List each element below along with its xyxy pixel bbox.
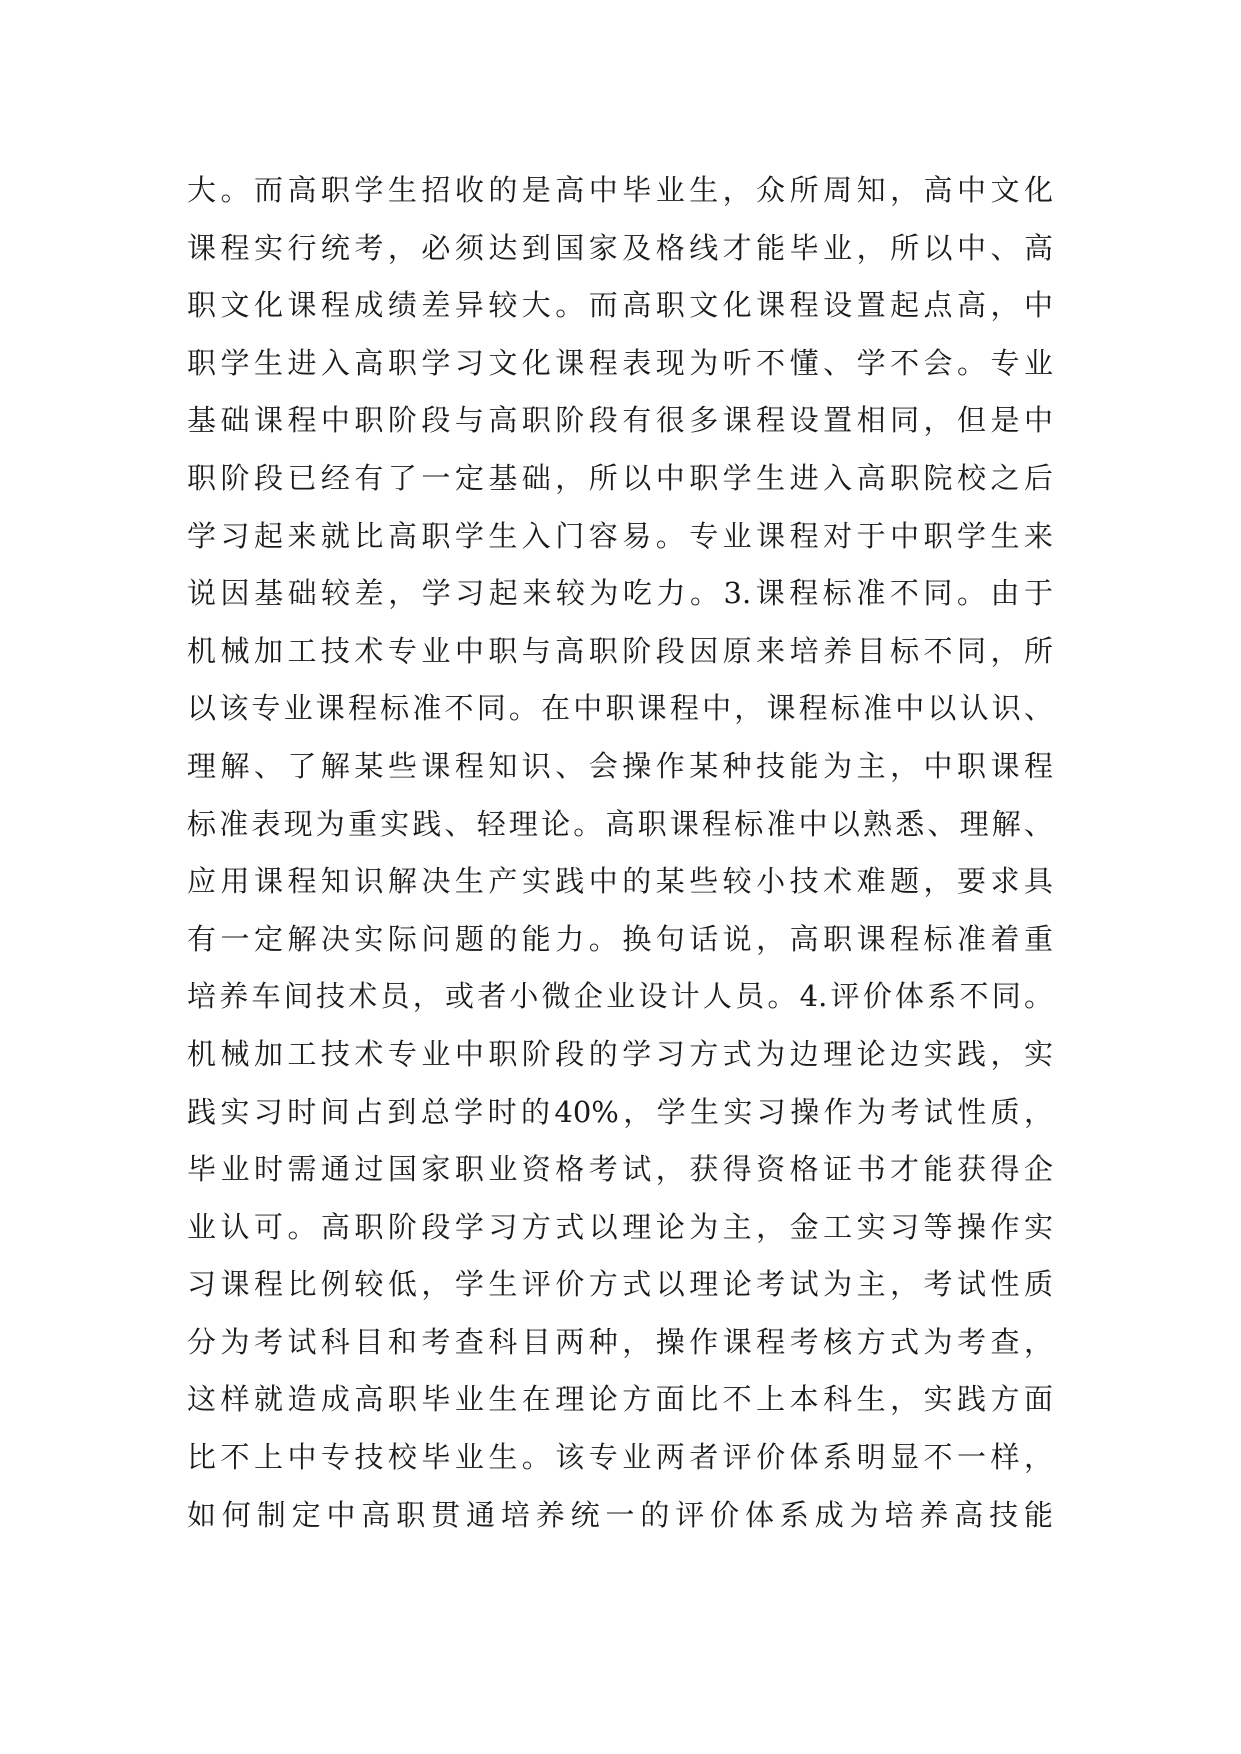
text-line: 大。而高职学生招收的是高中毕业生，众所周知，高中文化 [187,173,1053,207]
text-line: 职学生进入高职学习文化课程表现为听不懂、学不会。专业 [187,345,1053,380]
text-line: 业认可。高职阶段学习方式以理论为主，金工实习等操作实 [187,1209,1053,1244]
text-line: 比不上中专技校毕业生。该专业两者评价体系明显不一样， [187,1440,1053,1475]
text-line: 应用课程知识解决生产实践中的某些较小技术难题，要求具 [187,864,1053,899]
body-text [187,162,1053,1544]
text-line: 这样就造成高职毕业生在理论方面比不上本科生，实践方面 [187,1382,1053,1417]
text-line: 培养车间技术员，或者小微企业设计人员。4.评价体系不同。 [187,979,1053,1014]
text-line: 有一定解决实际问题的能力。换句话说，高职课程标准着重 [187,921,1053,956]
text-line: 以该专业课程标准不同。在中职课程中，课程标准中以认识、 [187,691,1053,726]
text-line: 理解、了解某些课程知识、会操作某种技能为主，中职课程 [187,748,1053,783]
text-line: 职阶段已经有了一定基础，所以中职学生进入高职院校之后 [187,460,1053,495]
text-line: 基础课程中职阶段与高职阶段有很多课程设置相同，但是中 [187,403,1053,438]
text-line: 如何制定中高职贯通培养统一的评价体系成为培养高技能 [187,1497,1053,1532]
text-line: 职文化课程成绩差异较大。而高职文化课程设置起点高，中 [187,288,1053,323]
text-line: 标准表现为重实践、轻理论。高职课程标准中以熟悉、理解、 [187,806,1053,841]
text-line: 机械加工技术专业中职与高职阶段因原来培养目标不同，所 [187,633,1053,668]
text-line: 分为考试科目和考查科目两种，操作课程考核方式为考查， [187,1324,1053,1359]
text-line: 学习起来就比高职学生入门容易。专业课程对于中职学生来 [187,518,1053,553]
text-line: 机械加工技术专业中职阶段的学习方式为边理论边实践，实 [187,1036,1053,1071]
text-line: 毕业时需通过国家职业资格考试，获得资格证书才能获得企 [187,1152,1053,1187]
text-line: 课程实行统考，必须达到国家及格线才能毕业，所以中、高 [187,230,1053,265]
text-line: 说因基础较差，学习起来较为吃力。3.课程标准不同。由于 [187,576,1053,611]
text-line: 践实习时间占到总学时的40%，学生实习操作为考试性质， [187,1094,1053,1129]
text-line: 习课程比例较低，学生评价方式以理论考试为主，考试性质 [187,1267,1053,1302]
